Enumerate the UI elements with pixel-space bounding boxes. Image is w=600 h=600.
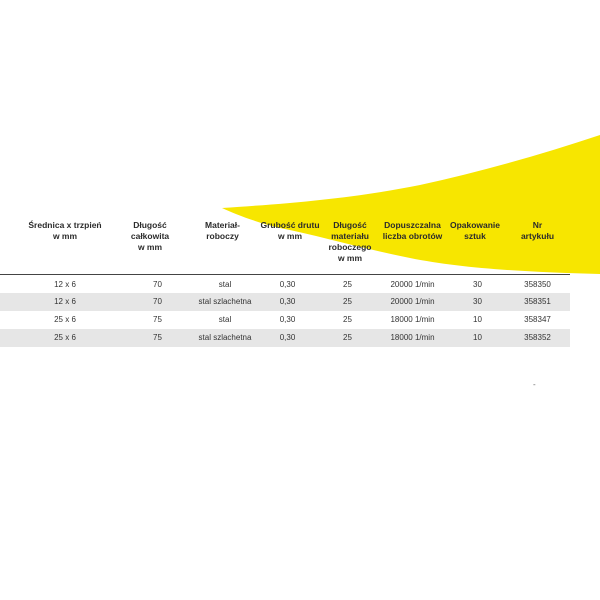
header-line: materiału [331,231,369,241]
header-total-length [120,220,180,253]
header-line: roboczy [206,231,239,241]
cell-material: stal szlachetna [198,297,252,306]
cell-working-length: 25 [343,280,352,289]
header-line: Nr [532,220,543,230]
cell-diameter-shank: 25 x 6 [54,315,76,324]
cell-diameter-shank: 12 x 6 [54,297,76,306]
header-max-rpm [375,220,450,242]
cell-total-length: 75 [153,315,162,324]
cell-article-no: 358350 [524,280,551,289]
header-working-length [320,220,380,264]
cell-material: stal szlachetna [198,333,252,342]
header-line: artykułu [520,231,555,241]
table-row [0,311,570,329]
cell-diameter-shank: 12 x 6 [54,280,76,289]
header-material [190,220,255,242]
cell-article-no: 358347 [524,315,551,324]
header-diameter-shank [20,220,110,242]
cell-working-length: 25 [343,333,352,342]
cell-package-qty: 30 [473,297,482,306]
header-line: Opakowanie [449,220,501,230]
cell-article-no: 358351 [524,297,551,306]
header-line: w mm [337,253,363,263]
cell-package-qty: 10 [473,333,482,342]
header-package-qty [445,220,505,242]
header-line: Długość [133,220,167,230]
cell-wire-thickness: 0,30 [279,297,296,306]
header-line: całkowita [130,231,170,241]
corner-mark: - [533,380,536,389]
header-line: sztuk [464,231,486,241]
header-line: liczba obrotów [382,231,443,241]
cell-max-rpm: 20000 1/min [390,297,435,306]
cell-wire-thickness: 0,30 [279,333,296,342]
header-line: roboczego [328,242,372,252]
cell-material: stal [218,315,232,324]
header-line: Materiał- [205,220,240,230]
header-line: Dopuszczalna [384,220,441,230]
header-line: w mm [137,242,163,252]
header-line: w mm [52,231,78,241]
cell-diameter-shank: 25 x 6 [54,333,76,342]
cell-working-length: 25 [343,315,352,324]
header-line: Długość [333,220,367,230]
cell-max-rpm: 18000 1/min [390,333,435,342]
header-line: Grubość drutu [260,220,320,230]
header-line: w mm [277,231,303,241]
header-line: Średnica x trzpień [28,220,102,230]
yellow-wave [222,135,600,274]
table-row [0,329,570,347]
header-article-no [510,220,565,242]
header-wire-thickness [255,220,325,242]
cell-wire-thickness: 0,30 [279,315,296,324]
table-row [0,293,570,311]
cell-package-qty: 30 [473,280,482,289]
cell-working-length: 25 [343,297,352,306]
cell-package-qty: 10 [473,315,482,324]
cell-article-no: 358352 [524,333,551,342]
table-row [0,276,570,294]
cell-total-length: 75 [153,333,162,342]
cell-material: stal [218,280,232,289]
cell-max-rpm: 20000 1/min [390,280,435,289]
cell-total-length: 70 [153,280,162,289]
cell-max-rpm: 18000 1/min [390,315,435,324]
header-divider [0,274,570,275]
cell-wire-thickness: 0,30 [279,280,296,289]
cell-total-length: 70 [153,297,162,306]
